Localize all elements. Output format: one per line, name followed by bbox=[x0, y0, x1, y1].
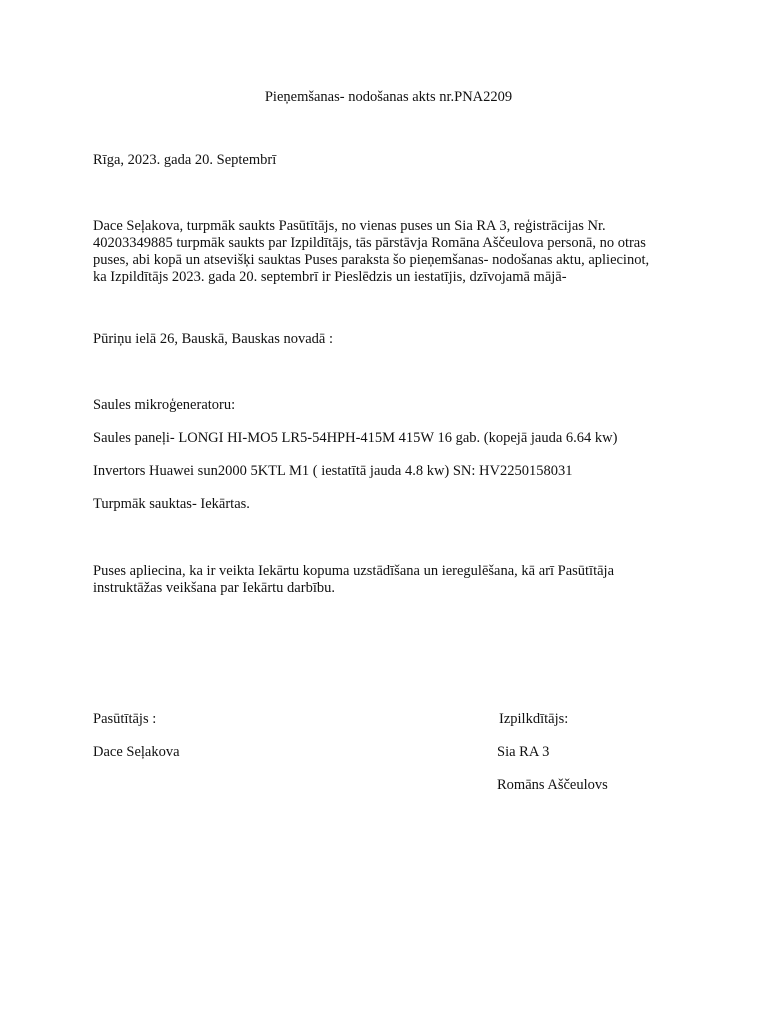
intro-line: Dace Seļakova, turpmāk saukts Pasūtītājs, no vienas puses un Sia RA 3, reģistrācijas Nr. bbox=[93, 218, 606, 234]
panels-line: Saules paneļi- LONGI HI-MO5 LR5-54HPH-415M 415W 16 gab. (kopejā jauda 6.64 kw) bbox=[93, 430, 618, 446]
address: Pūriņu ielā 26, Bauskā, Bauskas novadā : bbox=[93, 331, 334, 347]
client-name: Dace Seļakova bbox=[93, 744, 180, 760]
intro-line: puses, abi kopā un atsevišķi sauktas Puses paraksta šo pieņemšanas- nodošanas aktu, apliecinot, bbox=[93, 252, 650, 268]
confirmation-paragraph bbox=[93, 563, 673, 597]
document-title: Pieņemšanas- nodošanas akts nr.PNA2209 bbox=[264, 89, 513, 105]
contractor-label: Izpilkdītājs: bbox=[499, 711, 569, 727]
device-heading: Saules mikroģeneratoru: bbox=[93, 397, 236, 413]
intro-line: 40203349885 turpmāk saukts par Izpildītājs, tās pārstāvja Romāna Aščeulova personā, no otras bbox=[93, 235, 646, 251]
confirmation-line: Puses apliecina, ka ir veikta Iekārtu kopuma uzstādīšana un ieregulēšana, kā arī Pasūtītāja bbox=[93, 563, 615, 579]
confirmation-line: instruktāžas veikšana par Iekārtu darbību. bbox=[93, 580, 335, 596]
intro-line: ka Izpildītājs 2023. gada 20. septembrī ir Pieslēdzis un iestatījis, dzīvojamā mājā- bbox=[93, 269, 567, 285]
contractor-company: Sia RA 3 bbox=[497, 744, 550, 760]
contractor-person: Romāns Aščeulovs bbox=[497, 777, 608, 793]
equipment-note: Turpmāk sauktas- Iekārtas. bbox=[93, 496, 250, 512]
client-label: Pasūtītājs : bbox=[93, 711, 157, 727]
intro-paragraph bbox=[93, 218, 673, 286]
place-date: Rīga, 2023. gada 20. Septembrī bbox=[93, 152, 277, 168]
inverter-line: Invertors Huawei sun2000 5KTL M1 ( iestatītā jauda 4.8 kw) SN: HV2250158031 bbox=[93, 463, 573, 479]
